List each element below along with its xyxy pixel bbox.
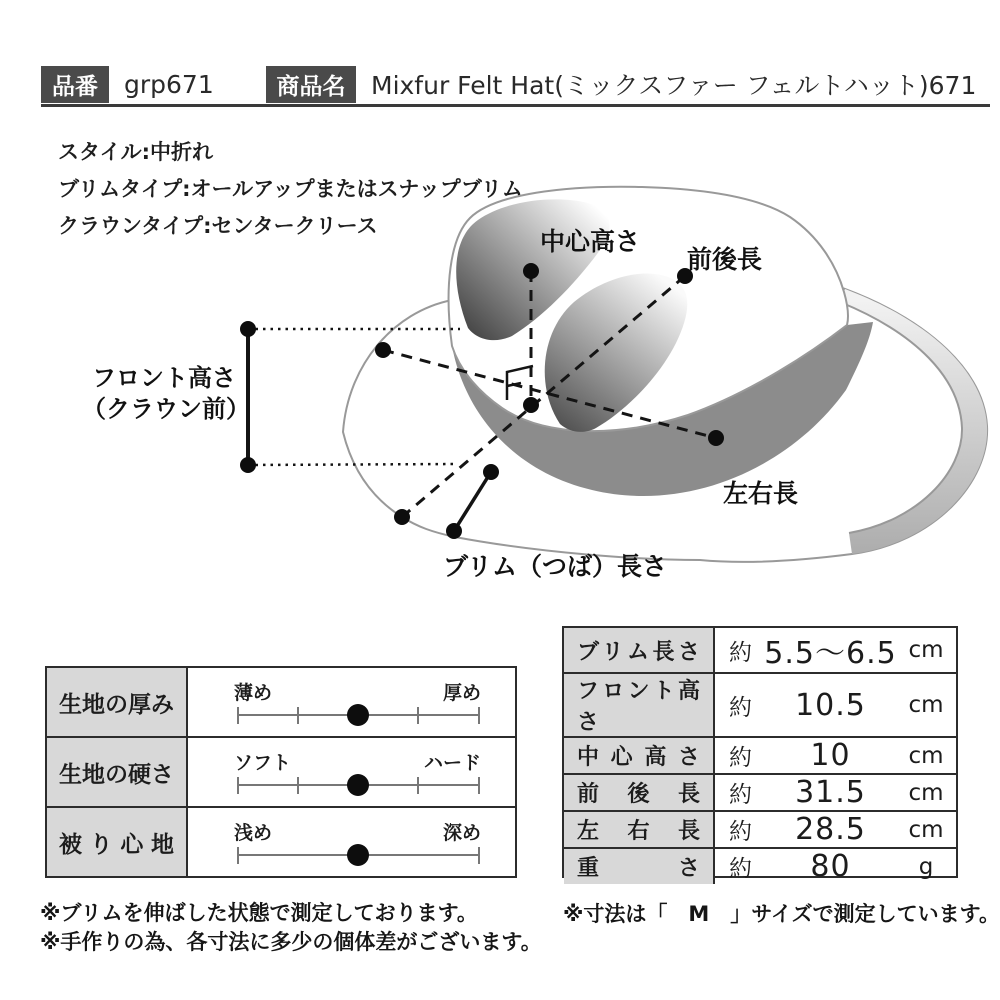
size-row-label: [564, 674, 715, 736]
size-row-value: [715, 674, 956, 736]
label-front-height: [82, 363, 250, 425]
size-unit: g: [918, 853, 934, 880]
feel-label-text: 生地の硬さ: [59, 761, 174, 788]
size-table: [562, 626, 958, 884]
dot-brim-top: [483, 464, 499, 480]
label-front-back-length: 前後長: [687, 245, 763, 274]
size-unit: cm: [908, 742, 944, 769]
size-row-value: [715, 628, 956, 672]
size-label-text: 左右長: [577, 819, 700, 844]
dot-left-right-right: [708, 430, 724, 446]
size-row-brim: [564, 628, 956, 674]
size-row-label: [564, 775, 715, 810]
approx-prefix: 約: [729, 782, 752, 808]
feel-row-fit: [47, 808, 515, 876]
size-row-value: [715, 812, 956, 847]
slider-dot: [347, 704, 369, 726]
size-unit: cm: [908, 816, 944, 843]
scale-min-label: ソフト: [234, 752, 292, 774]
scale-min-label: 浅め: [234, 822, 273, 844]
label-brim-length: ブリム（つば）長さ: [443, 552, 668, 581]
scale-max-label: 厚め: [442, 682, 481, 704]
size-value: 80: [810, 849, 851, 884]
dot-front-height-bottom: [240, 457, 256, 473]
size-row-weight: [564, 849, 956, 884]
scale-max-label: ハード: [423, 752, 481, 774]
size-value: 5.5～6.5: [764, 636, 897, 671]
size-value: 28.5: [795, 812, 866, 847]
dot-center-top: [523, 263, 539, 279]
label-front-height-line2: （クラウン前）: [82, 395, 250, 423]
slider-track-graphic: [188, 738, 517, 806]
size-label-text: ブリム長さ: [577, 639, 700, 665]
size-row-label: [564, 738, 715, 773]
approx-prefix: 約: [729, 745, 752, 771]
spec-style: スタイル:中折れ: [58, 140, 213, 164]
hardness-slider: [188, 738, 515, 806]
size-value: 31.5: [795, 775, 866, 810]
size-unit: cm: [908, 637, 944, 663]
footnote-size-m: ※寸法は「 M 」サイズで測定しています。: [563, 902, 1000, 926]
scale-max-label: 深め: [442, 822, 481, 844]
slider-dot: [347, 774, 369, 796]
slider-track-graphic: [188, 668, 517, 736]
size-row-label: [564, 812, 715, 847]
dot-front-height-top: [240, 321, 256, 337]
spec-crown-type: クラウンタイプ:センタークリース: [58, 214, 378, 238]
dot-front-back-bottom: [394, 509, 410, 525]
feel-row-label: [47, 808, 188, 876]
size-value: 10: [810, 738, 851, 773]
size-unit: cm: [908, 692, 944, 718]
product-name-tag: 商品名: [266, 66, 356, 103]
feel-label-text: 生地の厚み: [59, 691, 174, 718]
size-row-value: [715, 775, 956, 810]
footnote-handmade: ※手作りの為、各寸法に多少の個体差がございます。: [40, 930, 542, 954]
size-row-front-back: [564, 775, 956, 812]
spec-brim-type: ブリムタイプ:オールアップまたはスナップブリム: [58, 177, 523, 201]
size-unit: cm: [908, 779, 944, 806]
size-label-text: 前後長: [577, 782, 700, 807]
size-label-text: 重さ: [577, 856, 700, 881]
approx-prefix: 約: [729, 856, 752, 882]
dot-brim-bottom: [446, 523, 462, 539]
slider-dot: [347, 844, 369, 866]
approx-prefix: 約: [729, 694, 752, 721]
feel-row-label: [47, 668, 188, 736]
approx-prefix: 約: [729, 639, 752, 666]
label-center-height: 中心高さ: [540, 227, 641, 256]
size-row-center-height: [564, 738, 956, 775]
size-row-front-height: [564, 674, 956, 738]
size-row-value: [715, 738, 956, 773]
thickness-slider: [188, 668, 515, 736]
size-label-text: 中心高さ: [577, 745, 700, 770]
size-row-value: [715, 849, 956, 884]
feel-row-thickness: [47, 668, 515, 738]
scale-min-label: 薄め: [234, 682, 273, 704]
feel-label-text: 被り心地: [59, 831, 174, 858]
approx-prefix: 約: [729, 819, 752, 845]
size-row-left-right: [564, 812, 956, 849]
feel-table: [45, 666, 517, 878]
item-number-tag: 品番: [41, 66, 109, 103]
dot-left-right-left: [375, 342, 391, 358]
dot-center-bottom: [523, 397, 539, 413]
size-row-label: [564, 628, 715, 672]
slider-track-graphic: [188, 808, 517, 876]
footnote-brim-measure: ※ブリムを伸ばした状態で測定しております。: [40, 901, 478, 925]
item-number-value: grp671: [124, 69, 214, 99]
label-front-height-line1: フロント高さ: [92, 364, 236, 392]
size-label-text: フロント高さ: [577, 679, 700, 735]
fit-slider: [188, 808, 515, 876]
feel-row-hardness: [47, 738, 515, 808]
size-row-label: [564, 849, 715, 884]
size-value: 10.5: [795, 687, 866, 723]
product-name-value: Mixfur Felt Hat(ミックスファー フェルトハット)671: [371, 71, 977, 100]
feel-row-label: [47, 738, 188, 806]
label-left-right-length: 左右長: [723, 479, 799, 508]
